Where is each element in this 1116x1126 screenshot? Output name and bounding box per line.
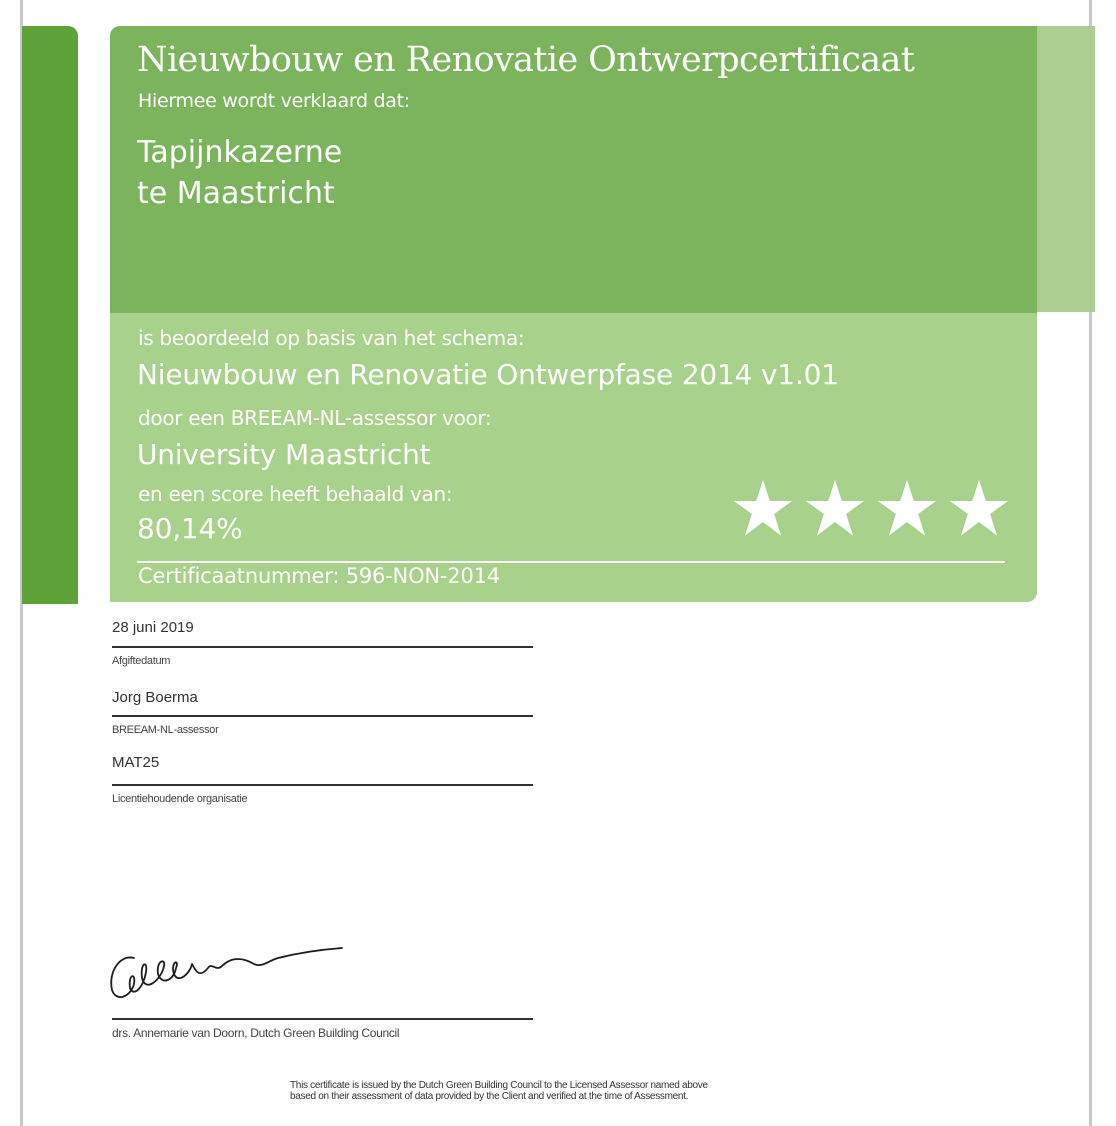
assessor-label: door een BREEAM-NL-assessor voor: xyxy=(138,406,492,430)
assessor-field-label: BREEAM-NL-assessor xyxy=(112,724,219,736)
certificate-number: Certificaatnummer: 596-NON-2014 xyxy=(138,564,500,588)
right-accent-band xyxy=(1037,26,1095,312)
star-icon xyxy=(804,478,866,540)
footer-disclaimer: This certificate is issued by the Dutch Green Building Council to the Licensed Assessor named above based on their assessment of data provided by the Client and verified at the time of Assessment. xyxy=(290,1080,708,1102)
assessor-value: Jorg Boerma xyxy=(112,689,198,706)
scheme-label: is beoordeeld op basis van het schema: xyxy=(138,326,525,350)
star-icon xyxy=(948,478,1010,540)
building-name xyxy=(137,132,342,214)
left-accent-band xyxy=(22,26,78,604)
organisation-line xyxy=(112,784,533,786)
issue-date-label: Afgiftedatum xyxy=(112,655,171,667)
building-line-2: te Maastricht xyxy=(137,176,335,211)
star-icon xyxy=(876,478,938,540)
certificate-title: Nieuwbouw en Renovatie Ontwerpcertificaat xyxy=(137,40,915,80)
scheme-name: Nieuwbouw en Renovatie Ontwerpfase 2014 v1.01 xyxy=(137,358,839,391)
score-value: 80,14% xyxy=(137,512,243,545)
issue-date-value: 28 juni 2019 xyxy=(112,619,194,636)
organisation-label: Licentiehoudende organisatie xyxy=(112,793,248,805)
star-icon xyxy=(732,478,794,540)
signature-line xyxy=(112,1018,533,1020)
assessor-line xyxy=(112,715,533,717)
signature-image xyxy=(104,938,354,1008)
client-name: University Maastricht xyxy=(137,438,431,471)
star-rating xyxy=(732,478,1010,540)
score-label: en een score heeft behaald van: xyxy=(138,482,453,506)
certificate-panel xyxy=(110,26,1037,602)
organisation-value: MAT25 xyxy=(112,754,160,771)
intro-text: Hiermee wordt verklaard dat: xyxy=(138,90,410,112)
certificate-divider xyxy=(137,561,1005,563)
signer-name: drs. Annemarie van Doorn, Dutch Green Building Council xyxy=(112,1026,400,1040)
building-line-1: Tapijnkazerne xyxy=(137,135,343,170)
issue-date-line xyxy=(112,646,533,648)
